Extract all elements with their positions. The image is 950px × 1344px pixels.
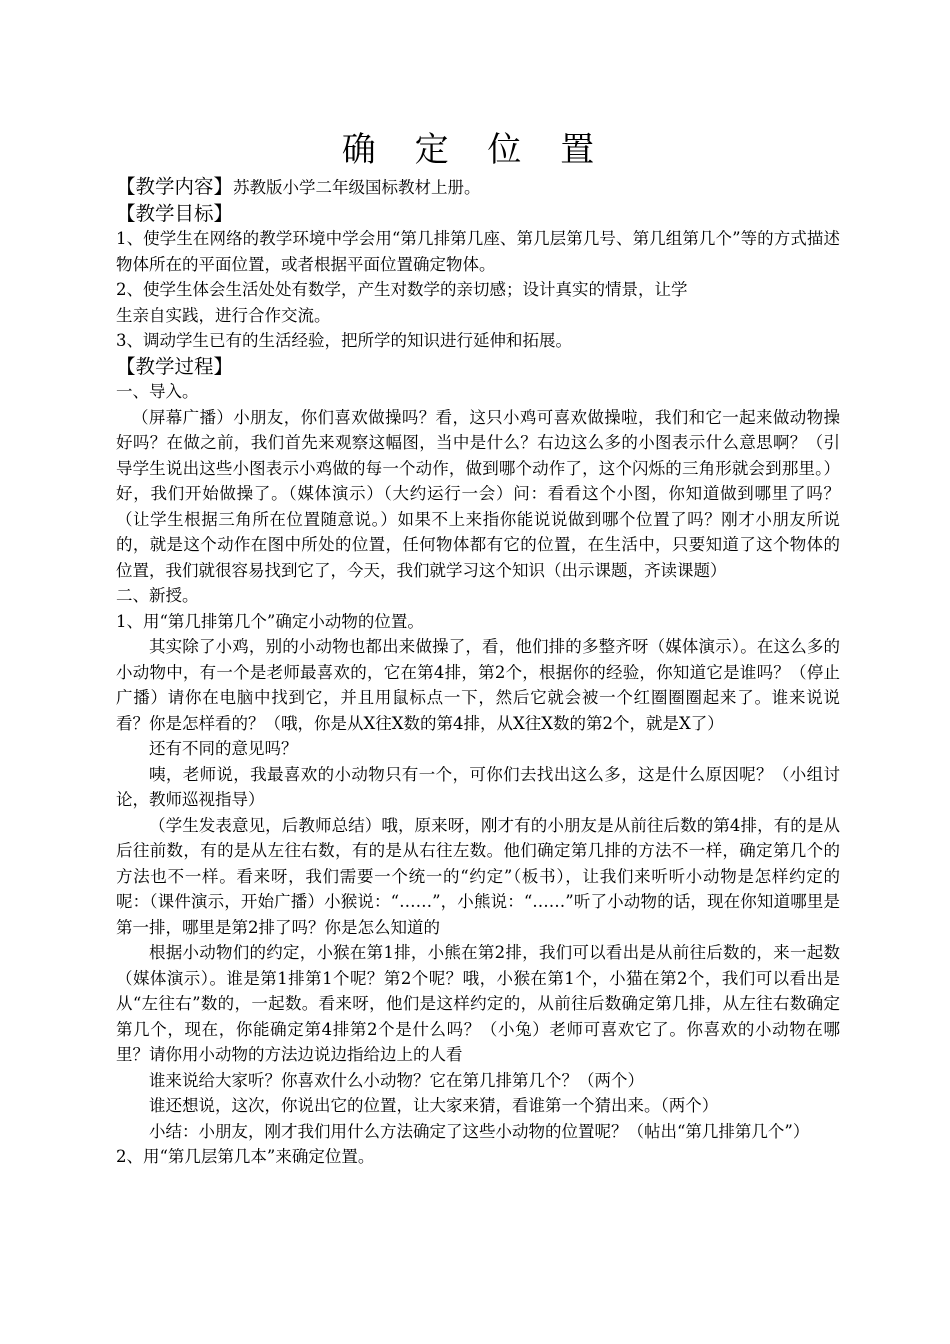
paragraph: 咦，老师说，我最喜欢的小动物只有一个，可你们去找出这么多，这是什么原因呢？（小组讨论，教师巡视指导） xyxy=(116,764,840,809)
section-title: 二、新授。 xyxy=(116,586,199,605)
goal-item: 3、调动学生已有的生活经验，把所学的知识进行延伸和拓展。 xyxy=(116,331,572,350)
goal-item: 生亲自实践，进行合作交流。 xyxy=(116,305,331,325)
paragraph: 小结：小朋友，刚才我们用什么方法确定了这些小动物的位置呢？（帖出“第几排第几个”） xyxy=(149,1121,810,1141)
section-title: 一、导入。 xyxy=(116,382,199,401)
subsection-title: 2、用“第几层第几本”来确定位置。 xyxy=(116,1147,375,1166)
heading-teaching-goals: 【教学目标】 xyxy=(116,201,234,225)
document-body xyxy=(116,174,840,1170)
paragraph: 根据小动物们的约定，小猴在第1排，小熊在第2排，我们可以看出是从前往后数的，来一起数（媒体演示）。谁是第1排第1个呢？第2个呢？哦，小猴在第1个，小猫在第2个，我们可以看出是从“左往右”数的，一起数。看来呀，他们是这样约定的，从前往后数确定第几排，从左往右数确定第几个，现在，你能确定第4排第2个是什么吗？（小兔）老师可喜欢它了。你喜欢的小动物在哪里？请你用小动物的方法边说边指给边上的人看 xyxy=(116,943,840,1064)
paragraph: （屏幕广播）小朋友，你们喜欢做操吗？看，这只小鸡可喜欢做操啦，我们和它一起来做动物操好吗？在做之前，我们首先来观察这幅图，当中是什么？右边这么多的小图表示什么意思啊？（引导学生说出这些小图表示小鸡做的每一个动作，做到哪个动作了，这个闪烁的三角形就会到那里。）好，我们开始做操了。（媒体演示）（大约运行一会）问：看看这个小图，你知道做到哪里了吗？（让学生根据三角所在位置随意说。）如果不上来指你能说说做到哪个位置了吗？刚才小朋友所说的，就是这个动作在图中所处的位置，任何物体都有它的位置，在生活中，只要知道了这个物体的位置，我们就很容易找到它了，今天，我们就学习这个知识（出示课题，齐读课题） xyxy=(116,407,840,580)
paragraph: （学生发表意见，后教师总结）哦，原来呀，刚才有的小朋友是从前往后数的第4排，有的是从后往前数，有的是从左往右数，有的是从右往左数。他们确定第几排的方法不一样，确定第几个的方法也不一样。看来呀，我们需要一个统一的“约定”（板书），让我们来听听小动物是怎样约定的呢：（课件演示，开始广播）小猴说：“……”，小熊说：“……”听了小动物的话，现在你知道哪里是第一排，哪里是第2排了吗？你是怎么知道的 xyxy=(116,815,840,937)
teaching-content-line xyxy=(116,174,840,201)
paragraph: 谁还想说，这次，你说出它的位置，让大家来猜，看谁第一个猜出来。（两个） xyxy=(149,1096,719,1115)
paragraph: 还有不同的意见吗？ xyxy=(149,739,298,758)
paragraph: 谁来说给大家听？你喜欢什么小动物？它在第几排第几个？（两个） xyxy=(149,1070,644,1090)
heading-teaching-process: 【教学过程】 xyxy=(116,354,234,378)
goal-item: 2、使学生体会生活处处有数学，产生对数学的亲切感；设计真实的情景，让学 xyxy=(116,280,688,299)
heading-teaching-content: 【教学内容】 xyxy=(116,175,234,198)
teaching-content-text: 苏教版小学二年级国标教材上册。 xyxy=(233,178,481,197)
paragraph: 其实除了小鸡，别的小动物也都出来做操了，看，他们排的多整齐呀（媒体演示）。在这么多的小动物中，有一个是老师最喜欢的，它在第4排，第2个，根据你的经验，你知道它是谁吗？（停止广播）请你在电脑中找到它，并且用鼠标点一下，然后它就会被一个红圈圈圈起来了。谁来说说看？你是怎样看的？（哦，你是从X往X数的第4排，从X往X数的第2个，就是X了） xyxy=(116,637,840,733)
subsection-title: 1、用“第几排第几个”确定小动物的位置。 xyxy=(116,611,424,631)
goal-item: 1、使学生在网络的教学环境中学会用“第几排第几座、第几层第几号、第几组第几个”等的方式描述物体所在的平面位置，或者根据平面位置确定物体。 xyxy=(116,229,840,274)
document-title: 确 定 位 置 xyxy=(341,130,609,170)
